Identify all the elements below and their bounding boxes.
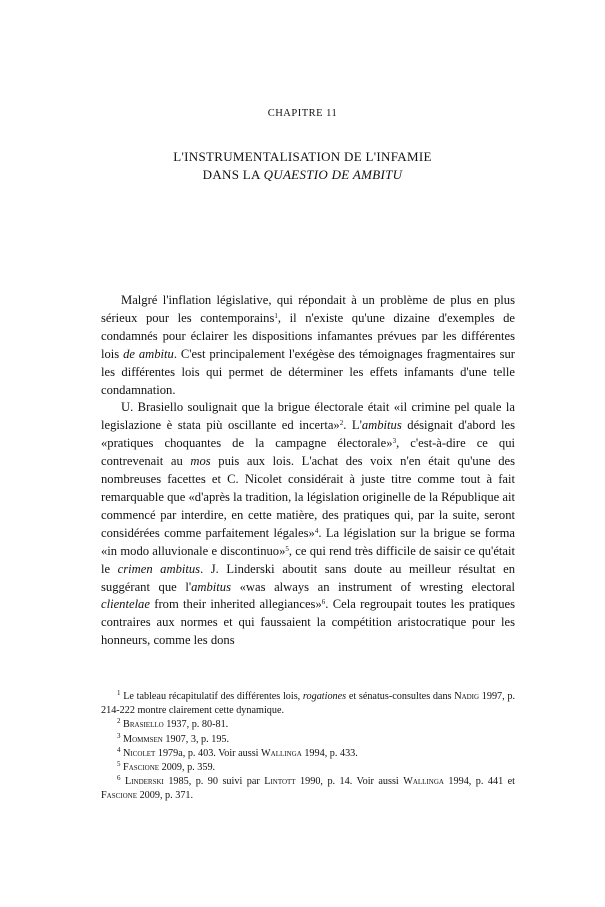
footnote-author: Nicolet bbox=[123, 747, 156, 759]
footnote-number: 6 bbox=[117, 774, 121, 783]
footnote-ref-3[interactable]: 3 bbox=[392, 437, 397, 446]
chapter-title-line-1: L'INSTRUMENTALISATION DE L'INFAMIE bbox=[173, 149, 432, 164]
p2-italic: clientelae bbox=[101, 597, 150, 612]
footnote-text: 2009, p. 371. bbox=[137, 790, 194, 802]
chapter-label: CHAPITRE 11 bbox=[267, 108, 338, 119]
footnote-author: Fascione bbox=[123, 762, 160, 774]
chapter-title bbox=[0, 148, 605, 184]
p2-text: from their inherited allegiances» bbox=[149, 597, 322, 612]
chapter-title-latin: QUAESTIO DE AMBITU bbox=[263, 167, 403, 182]
p2-text: . Cela regroupait toutes les pratiques contraires aux normes et qui faussaient la compétition aristocratique pour les honneurs, comme les dons bbox=[101, 597, 515, 648]
footnote-text: 2009, p. 359. bbox=[159, 762, 216, 774]
footnote-author: Brasiello bbox=[123, 719, 164, 731]
body-text bbox=[101, 292, 515, 650]
p1-text: , il n'existe qu'une dizaine d'exemples de condamnés pour éclairer les dispositions infamantes prévues par les différentes lois bbox=[101, 310, 515, 361]
chapter-title-line-2-prefix: DANS LA bbox=[202, 167, 264, 182]
p2-text: puis aux lois. L'achat des voix n'en était qu'une des nombreuses facettes et C. Nicolet considérait à juste titre comme tout à fait remarquable que «d'après la tradition, la législation originelle de la République ait commencé par interdire, en cette matière, des pratiques qui, par la suite, seront considérées comme parfaitement légales» bbox=[101, 454, 515, 540]
footnote-ref-1[interactable]: 1 bbox=[274, 311, 278, 320]
footnote-ref-5[interactable]: 5 bbox=[285, 544, 289, 553]
p2-italic: crimen ambitus bbox=[117, 561, 201, 576]
paragraph-2 bbox=[101, 399, 515, 650]
footnote-number: 1 bbox=[117, 689, 121, 697]
p2-text: , ce qui rend très difficile de saisir ce qu'était le bbox=[101, 543, 515, 576]
p2-italic: ambitus bbox=[361, 418, 402, 433]
p1-italic: de ambitu bbox=[123, 346, 174, 361]
footnote-text: 1907, 3, p. 195. bbox=[162, 733, 230, 745]
footnote-number: 3 bbox=[117, 731, 121, 740]
footnote-author: Linderski bbox=[124, 776, 164, 788]
footnote-2 bbox=[101, 718, 515, 732]
footnote-ref-2[interactable]: 2 bbox=[339, 419, 344, 428]
paragraph-1 bbox=[101, 292, 515, 399]
footnote-text: et sénatus-consultes dans bbox=[346, 691, 455, 702]
footnote-text: Le tableau récapitulatif des différentes lois, bbox=[120, 691, 303, 702]
p2-italic: mos bbox=[190, 454, 211, 469]
p2-text: . La législation sur la brigue se forma «in modo alluvionale e discontinuo» bbox=[101, 525, 515, 558]
footnote-author: Wallinga bbox=[261, 747, 302, 759]
p2-text: . J. Linderski aboutit sans doute au meilleur résultat en suggérant que l' bbox=[101, 561, 515, 594]
footnote-5 bbox=[101, 761, 515, 775]
footnote-text: 1937, p. 80-81. bbox=[163, 719, 229, 731]
footnote-3 bbox=[101, 733, 515, 747]
footnote-text: 1997, p. 214-222 montre clairement cette dynamique. bbox=[101, 691, 516, 717]
footnote-author: Wallinga bbox=[403, 776, 444, 788]
p2-text: «was always an instrument of wresting electoral bbox=[231, 579, 515, 594]
footnote-author: Nadig bbox=[454, 691, 480, 702]
footnote-1 bbox=[101, 690, 515, 718]
p2-text: , c'est-à-dire ce qui contrevenait au bbox=[101, 436, 515, 469]
footnote-6 bbox=[101, 775, 515, 803]
footnote-author: Mommsen bbox=[123, 733, 163, 745]
footnote-author: Lintott bbox=[264, 776, 296, 788]
footnote-ref-6[interactable]: 6 bbox=[321, 598, 326, 607]
footnote-number: 4 bbox=[117, 745, 121, 754]
p2-italic: ambitus bbox=[191, 579, 231, 594]
p1-text: . C'est principalement l'exégèse des témoignages fragmentaires sur les différentes lois qui permet de déterminer les effets infamants d'une telle condamnation. bbox=[101, 346, 515, 397]
footnote-text: 1979a, p. 403. Voir aussi bbox=[155, 747, 262, 759]
footnote-text: 1994, p. 441 et bbox=[443, 776, 515, 788]
footnote-number: 5 bbox=[117, 760, 121, 769]
footnote-text: 1994, p. 433. bbox=[301, 747, 358, 759]
footnotes bbox=[101, 690, 515, 804]
footnote-number: 2 bbox=[117, 717, 121, 726]
footnote-text: 1990, p. 14. Voir aussi bbox=[295, 776, 404, 788]
chapter-title-line-2 bbox=[0, 166, 605, 184]
p2-text: désignait d'abord les «pratiques choquantes de la campagne électorale» bbox=[101, 418, 515, 451]
p1-text: Malgré l'inflation législative, qui répondait à un problème de plus en plus sérieux pour les contemporains bbox=[101, 293, 515, 325]
p2-text: . L' bbox=[343, 418, 362, 433]
footnote-italic: rogationes bbox=[302, 691, 347, 702]
p2-text: U. Brasiello soulignait que la brigue électorale était «il crimine pel quale la legislazione è stata più oscillante ed incerta» bbox=[101, 400, 515, 433]
footnote-4 bbox=[101, 747, 515, 761]
footnote-author: Fascione bbox=[101, 790, 138, 802]
footnote-ref-4[interactable]: 4 bbox=[314, 526, 319, 535]
footnote-text: 1985, p. 90 suivi par bbox=[163, 776, 265, 788]
